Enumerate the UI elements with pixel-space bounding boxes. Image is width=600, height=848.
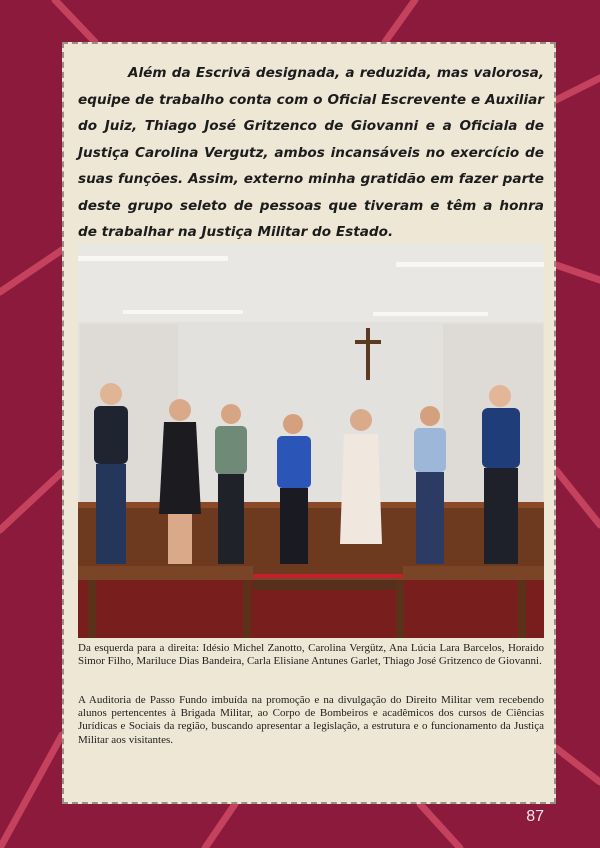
- intro-paragraph: Além da Escrivã designada, a reduzida, mas valorosa, equipe de trabalho conta com o Oficial Escrevente e Auxiliar do Juiz, Thiago José Gritzenco de Giovanni e a Oficiala de Justiça Carolina Vergutz, ambos incansáveis no exercício de suas funções. Assim, externo minha gratidão em fazer parte deste grupo seleto de pessoas que tiveram e têm a honra de trabalhar na Justiça Militar do Estado.: [78, 65, 544, 240]
- group-photo-illustration: [78, 244, 544, 638]
- body-paragraph: A Auditoria de Passo Fundo imbuída na promoção e na divulgação do Direito Militar vem recebendo alunos pertencentes à Brigada Militar, ao Corpo de Bombeiros e acadêmicos dos cursos de Ciências Jurídicas e Sociais da região, buscando apresentar a legislação, a estrutura e o funcionamento da Justiça Militar aos visitantes.: [78, 694, 544, 746]
- photo-caption: Da esquerda para a direita: Idésio Michel Zanotto, Carolina Vergütz, Ana Lúcia Lara Barcelos, Horaido Simor Filho, Mariluce Dias Bandeira, Carla Elisiane Antunes Garlet, Thiago José Gritzenco de Giovanni.: [78, 642, 544, 668]
- page-number: 87: [526, 808, 544, 825]
- content-card: [62, 42, 556, 804]
- group-photo: [78, 244, 544, 638]
